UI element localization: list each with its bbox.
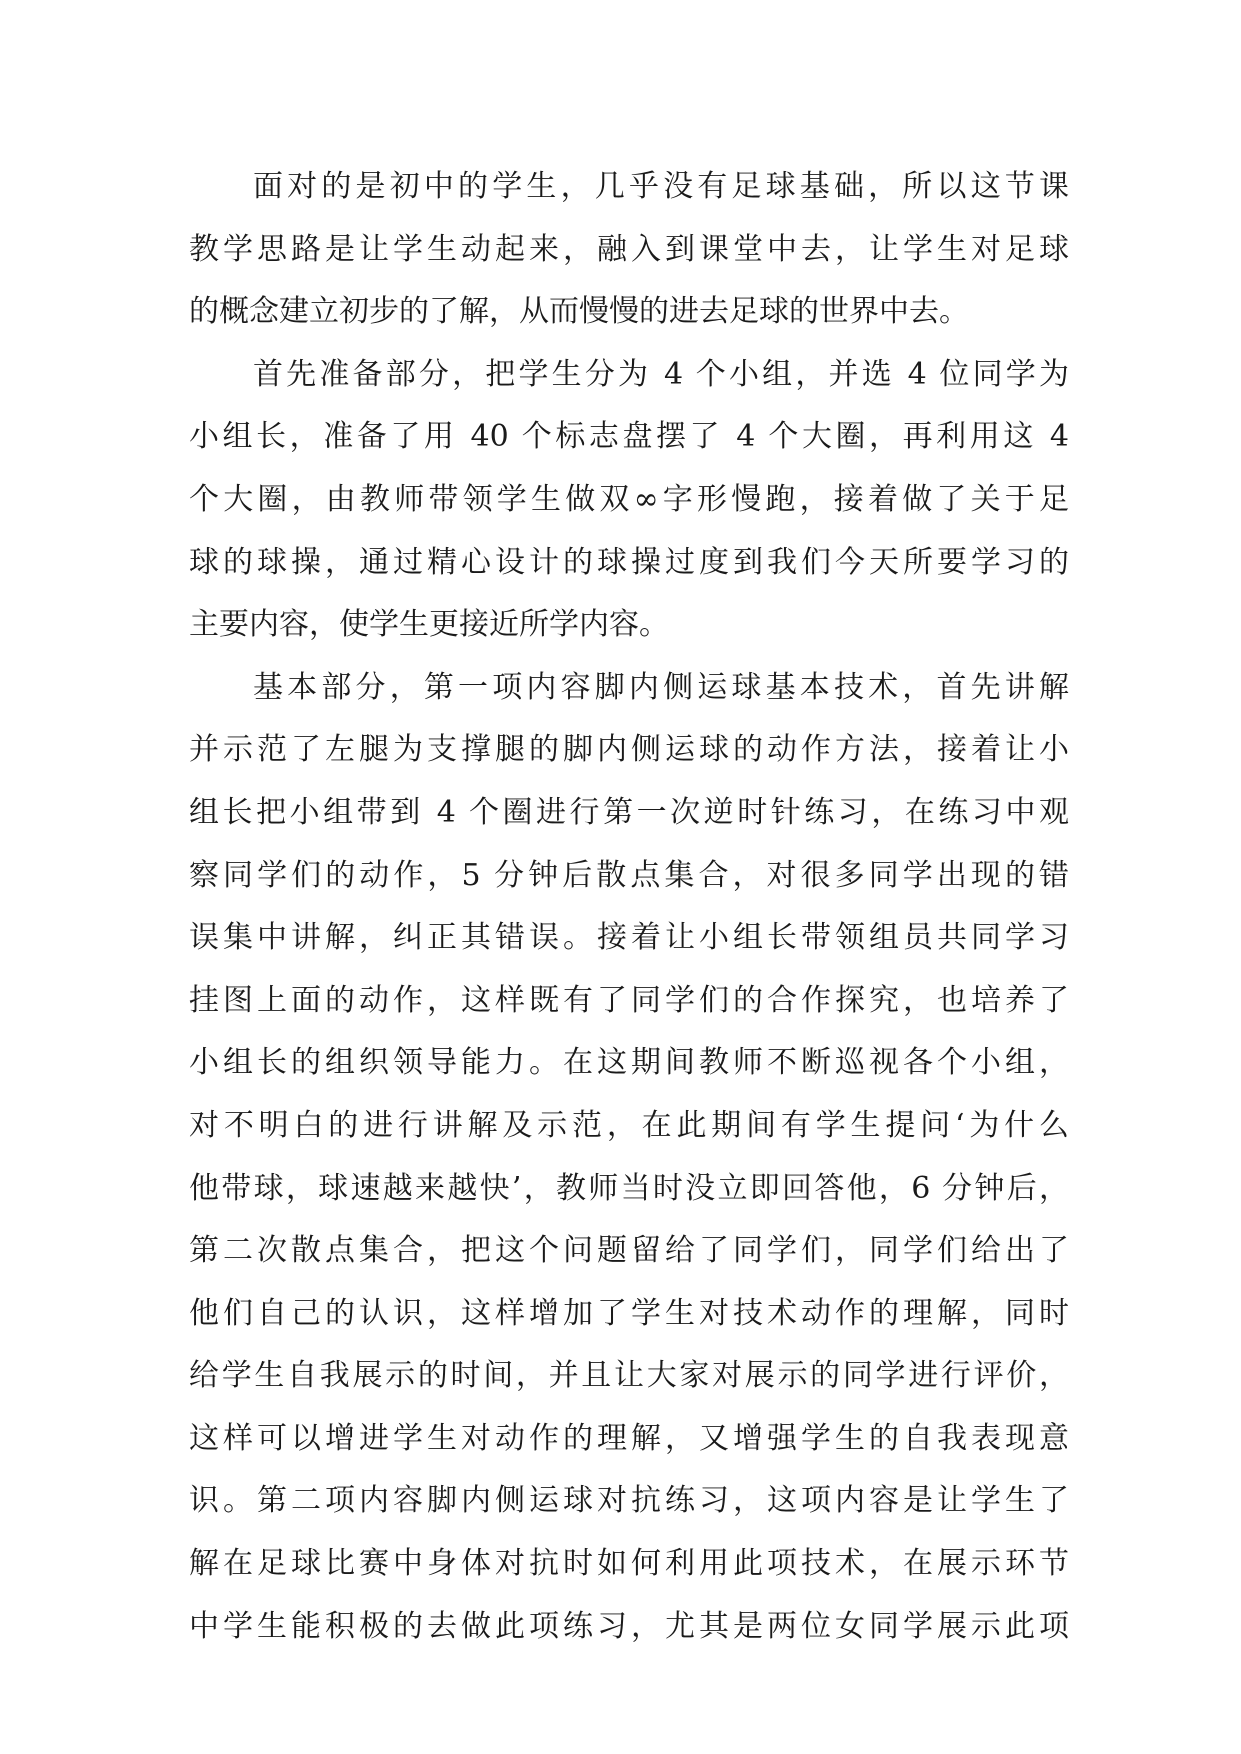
text-line: 对不明白的进行讲解及示范，在此期间有学生提问‘为什么 bbox=[189, 1107, 1069, 1143]
text-line: 他带球，球速越来越快’，教师当时没立即回答他，6 分钟后， bbox=[189, 1170, 1069, 1206]
text-line: 个大圈，由教师带领学生做双∞字形慢跑，接着做了关于足 bbox=[189, 481, 1069, 517]
text-line: 主要内容，使学生更接近所学内容。 bbox=[189, 607, 669, 643]
text-line: 第二次散点集合，把这个问题留给了同学们，同学们给出了 bbox=[189, 1233, 1069, 1269]
text-line: 面对的是初中的学生，几乎没有足球基础，所以这节课 bbox=[253, 169, 1069, 204]
text-line: 识。第二项内容脚内侧运球对抗练习，这项内容是让学生了 bbox=[189, 1483, 1069, 1519]
text-line: 解在足球比赛中身体对抗时如何利用此项技术，在展示环节 bbox=[189, 1546, 1069, 1582]
text-line: 首先准备部分，把学生分为 4 个小组，并选 4 位同学为 bbox=[253, 356, 1069, 392]
text-line: 误集中讲解，纠正其错误。接着让小组长带领组员共同学习 bbox=[189, 920, 1069, 956]
text-line: 组长把小组带到 4 个圈进行第一次逆时针练习，在练习中观 bbox=[189, 794, 1069, 830]
text-line: 小组长，准备了用 40 个标志盘摆了 4 个大圈，再利用这 4 bbox=[189, 419, 1069, 455]
text-line: 他们自己的认识，这样增加了学生对技术动作的理解，同时 bbox=[189, 1295, 1069, 1331]
text-line: 给学生自我展示的时间，并且让大家对展示的同学进行评价， bbox=[189, 1358, 1069, 1394]
text-line: 并示范了左腿为支撑腿的脚内侧运球的动作方法，接着让小 bbox=[189, 732, 1069, 768]
text-line: 中学生能积极的去做此项练习，尤其是两位女同学展示此项 bbox=[189, 1608, 1069, 1644]
text-line: 教学思路是让学生动起来，融入到课堂中去，让学生对足球 bbox=[189, 231, 1069, 267]
text-line: 球的球操，通过精心设计的球操过度到我们今天所要学习的 bbox=[189, 544, 1069, 580]
text-line: 这样可以增进学生对动作的理解，又增强学生的自我表现意 bbox=[189, 1420, 1069, 1456]
text-line: 察同学们的动作，5 分钟后散点集合，对很多同学出现的错 bbox=[189, 857, 1069, 893]
text-line: 的概念建立初步的了解，从而慢慢的进去足球的世界中去。 bbox=[189, 294, 969, 330]
text-line: 基本部分，第一项内容脚内侧运球基本技术，首先讲解 bbox=[253, 669, 1069, 705]
body-text bbox=[189, 156, 1069, 1658]
text-line: 小组长的组织领导能力。在这期间教师不断巡视各个小组， bbox=[189, 1045, 1069, 1081]
text-line: 挂图上面的动作，这样既有了同学们的合作探究，也培养了 bbox=[189, 982, 1069, 1018]
